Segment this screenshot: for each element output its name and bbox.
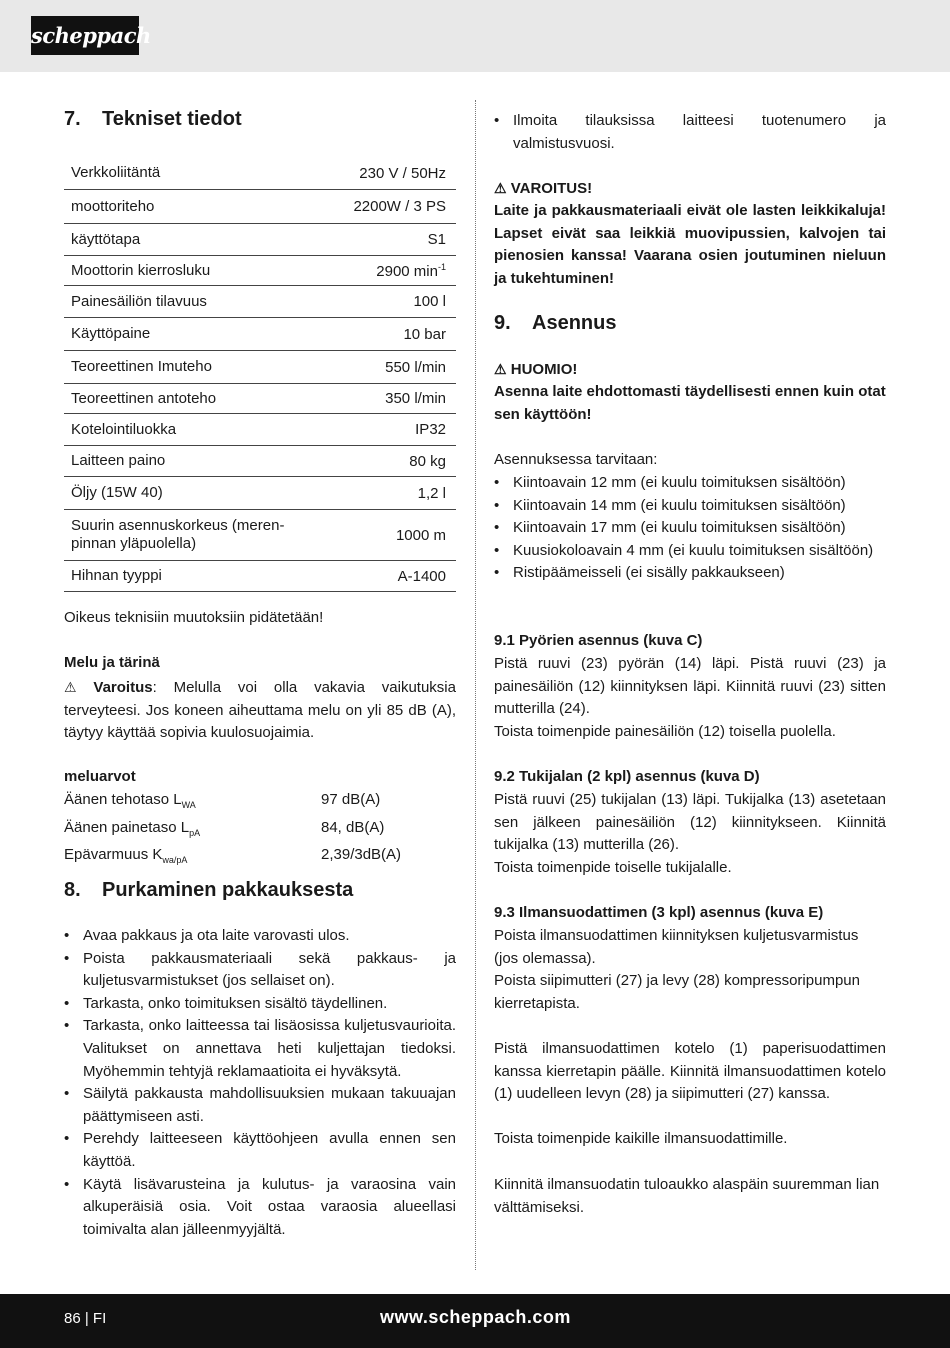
list-item: • Poista pakkausmateriaali sekä pakkaus- ja kuljetusvarmistukset (jos sellaiset on).: [64, 948, 456, 993]
spec-table: [64, 157, 456, 592]
list-item: • Avaa pakkaus ja ota laite varovasti ulos.: [64, 925, 456, 948]
subsection-9-1-text2: Toista toimenpide painesäiliön (12) toisella puolella.: [494, 723, 836, 740]
subsection-9-3-text4: Toista toimenpide kaikille ilmansuodattimille.: [494, 1130, 788, 1147]
subsection-9-1-title: 9.1 Pyörien asennus (kuva C): [494, 632, 703, 649]
meluarvot-heading: meluarvot: [64, 768, 136, 785]
section-8-heading: 8. Purkaminen pakkauksesta: [64, 879, 354, 901]
list-item: • Tarkasta, onko toimituksen sisältö täydellinen.: [64, 993, 456, 1016]
noise-heading: Melu ja tärinä: [64, 654, 160, 671]
spec-row: Verkkoliitäntä 230 V / 50Hz: [64, 157, 456, 190]
spec-row: Moottorin kierrosluku 2900 $\min^{-1}$: [64, 256, 456, 286]
scheppach-logo: scheppach: [31, 16, 139, 55]
list-item: • Perehdy laitteeseen käyttöohjeen avulla ennen sen käyttöä.: [64, 1128, 456, 1173]
warning-triangle-icon: ⚠: [494, 361, 507, 377]
list-item: • Kiintoavain 14 mm (ei kuulu toimituksen sisältöön): [494, 495, 886, 518]
spec-row: Öljy (15W 40) 1,2 l: [64, 477, 456, 510]
spec-row: Laitteen paino 80 kg: [64, 446, 456, 477]
spec-row: Suurin asennuskorkeus (meren-pinnan yläpuolella) 1000 m: [64, 510, 456, 561]
page-footer: [0, 1294, 950, 1348]
unpacking-list-continued: [494, 110, 886, 155]
list-item: • Tarkasta, onko laitteessa tai lisäosissa kuljetusvaurioita. Valitukset on annettava heti kuljettajan tiedoksi. Myöhemmin tehtyjä reklamaatioita ei hyväksytä.: [64, 1015, 456, 1083]
tech-changes-note: Oikeus teknisiin muutoksiin pidätetään!: [64, 609, 324, 626]
list-item: • Kiintoavain 17 mm (ei kuulu toimituksen sisältöön): [494, 517, 886, 540]
subsection-9-2-text: Pistä ruuvi (25) tukijalan (13) läpi. Tukijalka (13) asetetaan sen jälkeen painesäiliön (12) kiinnitykseen. Kiinnitä tukijalka (13) mutterilla (26).: [494, 791, 886, 854]
tools-intro: Asennuksessa tarvitaan:: [494, 451, 658, 468]
subsection-9-3-text: Poista ilmansuodattimen kiinnityksen kuljetusvarmistus (jos olemassa).: [494, 927, 859, 967]
noise-values: [64, 789, 456, 872]
notice-title: ⚠ HUOMIO!: [494, 358, 886, 382]
website-link[interactable]: www.scheppach.com: [380, 1307, 571, 1327]
unpacking-list: [64, 925, 456, 1241]
column-divider: [475, 100, 476, 1270]
warning-triangle-icon: ⚠: [494, 180, 507, 196]
spec-row: Hihnan tyyppi A-1400: [64, 561, 456, 592]
list-item: • Säilytä pakkausta mahdollisuuksien mukaan takuuajan päättymiseen asti.: [64, 1083, 456, 1128]
page-header: [0, 0, 950, 72]
subsection-9-1-text: Pistä ruuvi (23) pyörän (14) läpi. Pistä ruuvi (23) ja painesäiliön (12) kiinnityksen läpi. Kiinnitä ruuvi (23) sitten mutterilla (24).: [494, 655, 886, 718]
noise-row: Äänen tehotaso $L_{WA}$ 97 dB(A): [64, 791, 381, 810]
subsection-9-2-text2: Toista toimenpide toiselle tukijalalle.: [494, 859, 732, 876]
warning-title: ⚠ VAROITUS!: [494, 177, 886, 201]
notice-text: Asenna laite ehdottomasti täydellisesti ennen kuin otat sen käyttöön!: [494, 383, 886, 423]
section-7-heading: 7. Tekniset tiedot: [64, 108, 242, 130]
warning-triangle-icon: ⚠: [64, 679, 77, 695]
subsection-9-3-title: 9.3 Ilmansuodattimen (3 kpl) asennus (kuva E): [494, 904, 824, 921]
subsection-9-2-title: 9.2 Tukijalan (2 kpl) asennus (kuva D): [494, 768, 760, 785]
spec-row: moottoriteho 2200W / 3 PS: [64, 190, 456, 224]
noise-row: Epävarmuus $K_{wa/pA}$ 2,39/3dB(A): [64, 846, 402, 866]
subsection-9-3-text2: Poista siipimutteri (27) ja levy (28) kompressoripumpun kierretapista.: [494, 972, 860, 1012]
page-number: 86 | FI: [64, 1310, 107, 1327]
noise-row: Äänen painetaso $L_{pA}$ 84, dB(A): [64, 818, 385, 838]
list-item: • Ristipäämeisseli (ei sisälly pakkaukseen): [494, 562, 886, 585]
list-item: • Kiintoavain 12 mm (ei kuulu toimituksen sisältöön): [494, 472, 886, 495]
spec-row: Kotelointiluokka IP32: [64, 414, 456, 446]
subsection-9-3-text3: Pistä ilmansuodattimen kotelo (1) paperisuodattimen kanssa kierretapin päälle. Kiinnitä ilmansuodattimen kotelo (1) uudelleen levyn (28) ja siipimutteri (27) kanssa.: [494, 1040, 886, 1103]
noise-warning: ⚠ Varoitus: Melulla voi olla vakavia vaikutuksia terveyteesi. Jos koneen aiheuttama melu on yli 85 dB (A), täytyy käyttää sopivia kuulosuojaimia.: [64, 676, 456, 745]
list-item: • Käytä lisävarusteina ja kulutus- ja varaosina vain alkuperäisiä osia. Voit ostaa varaosia alueellasi toimivalta alan jälleenmyyjältä.: [64, 1174, 456, 1242]
list-item: • Kuusiokoloavain 4 mm (ei kuulu toimituksen sisältöön): [494, 540, 886, 563]
list-item: • Ilmoita tilauksissa laitteesi tuotenumero ja valmistusvuosi.: [494, 110, 886, 155]
warning-text: Laite ja pakkausmateriaali eivät ole lasten leikkikaluja! Lapset eivät saa leikkiä muovipussien, kalvojen tai pienosien kanssa! Vaarana osien joutuminen nieluun ja tukehtuminen!: [494, 202, 886, 287]
spec-row: Painesäiliön tilavuus 100 l: [64, 286, 456, 318]
spec-row: Teoreettinen Imuteho 550 l/min: [64, 351, 456, 384]
spec-row: Teoreettinen antoteho 350 l/min: [64, 384, 456, 414]
tools-list: [494, 472, 886, 585]
section-9-heading: 9. Asennus: [494, 312, 617, 334]
spec-row: käyttötapa S1: [64, 224, 456, 256]
spec-row: Käyttöpaine 10 bar: [64, 318, 456, 351]
final-instruction: Kiinnitä ilmansuodatin tuloaukko alaspäin suuremman lian välttämiseksi.: [494, 1176, 880, 1216]
